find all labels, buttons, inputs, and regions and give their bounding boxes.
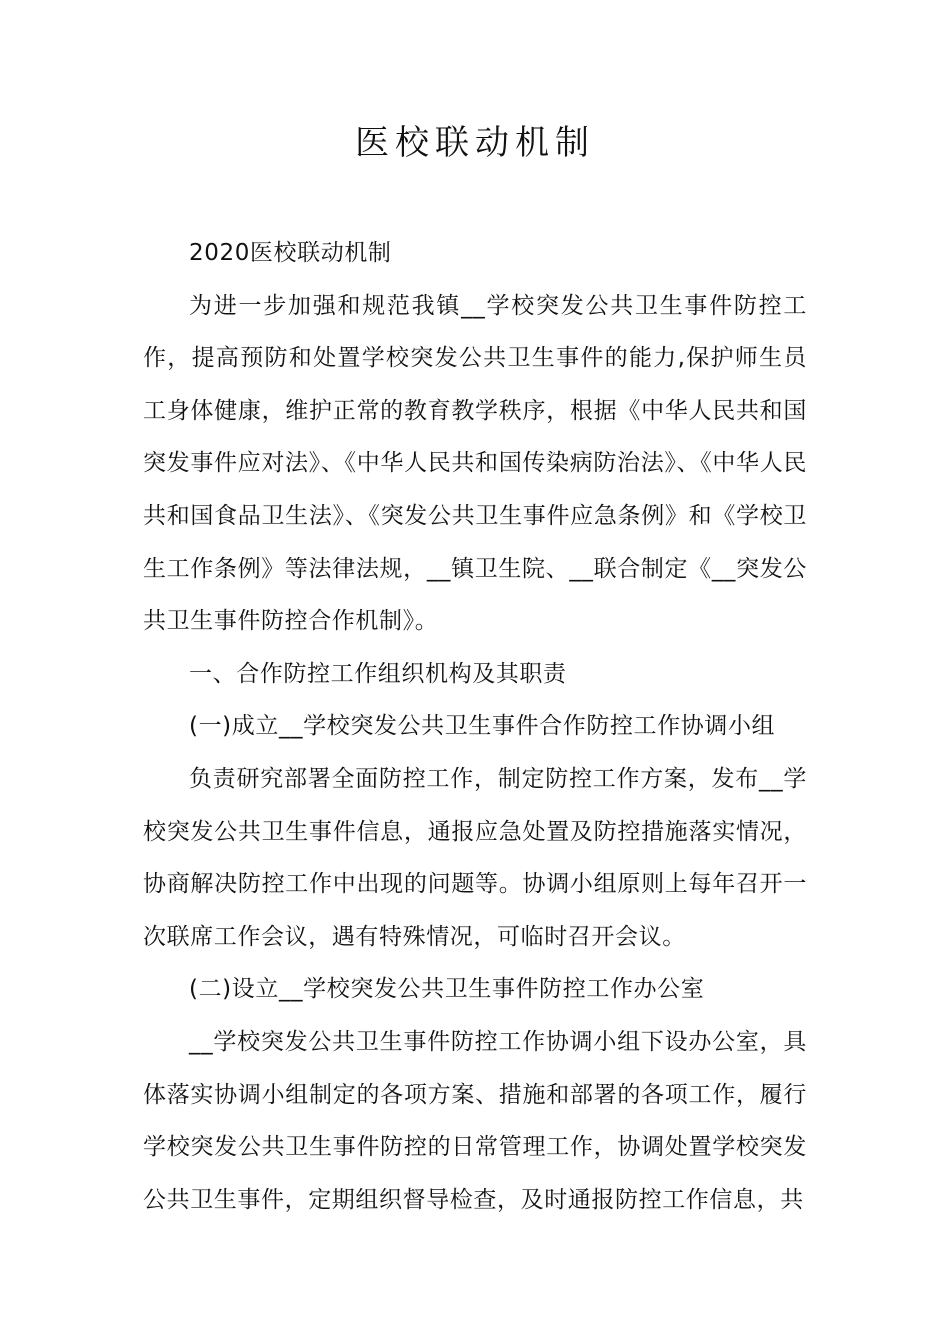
subsection-heading-2: (二)设立__学校突发公共卫生事件防控工作办公室 xyxy=(189,976,705,1003)
paragraph-intro: 为进一步加强和规范我镇__学校突发公共卫生事件防控工作，提高预防和处置学校突发公共卫生事件的能力,保护师生员工身体健康，维护正常的教育教学秩序，根据《中华人民共和国突发事件应对法》、《中华人民共和国传染病防治法》、《中华人民共和国食品卫生法》、《突发公共卫生事件应急条例》和《学校卫生工作条例》等法律法规，__镇卫生院、__联合制定《__突发公共卫生事件防控合作机制》。 xyxy=(143,292,807,635)
subsection-heading-1: (一)成立__学校突发公共卫生事件合作防控工作协调小组 xyxy=(189,713,776,740)
document-body xyxy=(143,227,807,1226)
paragraph-subtitle: 2020医校联动机制 xyxy=(189,240,392,266)
section-heading: 一、合作防控工作组织机构及其职责 xyxy=(189,660,567,687)
document-title: 医校联动机制 xyxy=(355,123,595,163)
paragraph-coordination-group: 负责研究部署全面防控工作，制定防控工作方案，发布__学校突发公共卫生事件信息，通报应急处置及防控措施落实情况，协商解决防控工作中出现的问题等。协调小组原则上每年召开一次联席工作会议，遇有特殊情况，可临时召开会议。 xyxy=(143,765,807,950)
paragraph-office: __学校突发公共卫生事件防控工作协调小组下设办公室，具体落实协调小组制定的各项方案、措施和部署的各项工作，履行学校突发公共卫生事件防控的日常管理工作，协调处置学校突发公共卫生事件，定期组织督导检查，及时通报防控工作信息，共 xyxy=(143,1028,807,1213)
